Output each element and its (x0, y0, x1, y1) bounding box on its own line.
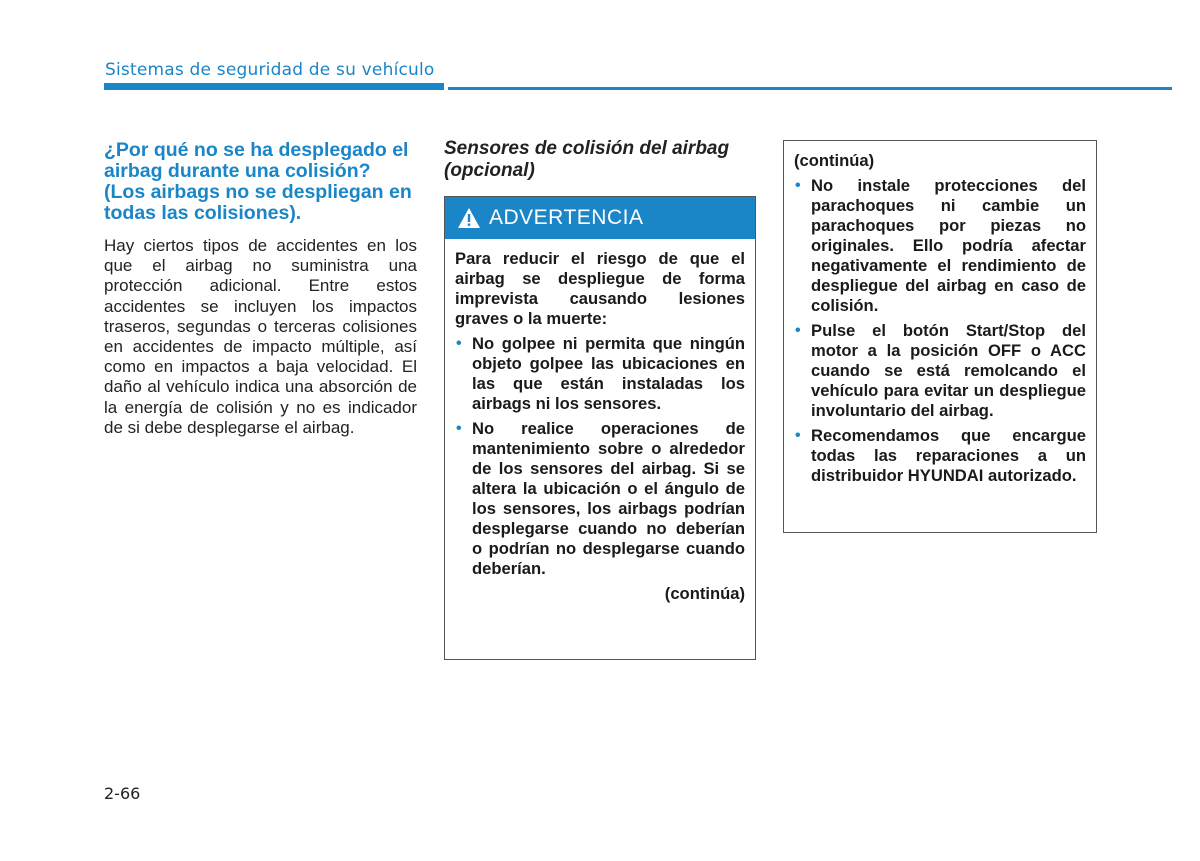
warning-triangle-icon (457, 207, 481, 229)
bullet-icon: • (456, 335, 462, 352)
bullet-icon: • (456, 420, 462, 437)
header-rule-thick (104, 83, 444, 90)
body-paragraph: Hay ciertos tipos de accidentes en los que el airbag no suministra una protección adicional. Entre estos accidentes se incluyen los impactos traseros, segundas o terceras colisiones en accidentes de impacto múltiple, así como en impactos a baja velocidad. El daño al vehículo indica una absorción de la energía de colisión y no es indicador de si debe desplegarse el airbag. (104, 236, 417, 437)
list-item (794, 321, 1086, 421)
continued-label: (continúa) (794, 151, 875, 170)
list-item (794, 426, 1086, 486)
subsection-heading: Sensores de colisión del airbag (opcional) (444, 138, 730, 181)
warning-intro: Para reducir el riesgo de que el airbag se despliegue de forma imprevista causando lesiones graves o la muerte: (455, 249, 745, 328)
list-item-text: No instale protecciones del parachoques ni cambie un parachoques por piezas no originales. Ello podría afectar negativamente el rendimiento de despliegue del airbag en caso de colisión. (811, 176, 1086, 315)
middle-column (444, 138, 756, 603)
section-header-title: Sistemas de seguridad de su vehículo (105, 60, 435, 80)
section-heading: ¿Por qué no se ha desplegado el airbag durante una colisión? (Los airbags no se despliegan en todas las colisiones). (104, 139, 412, 224)
continued-bullet-list (794, 176, 1086, 486)
bullet-icon: • (795, 177, 801, 194)
list-item (794, 176, 1086, 316)
list-item-text: No realice operaciones de mantenimiento sobre o alrededor de los sensores del airbag. Si se altera la ubicación o el ángulo de los sensores, los airbags podrían desplegarse cuando no deberían o podrían no desplegarse cuando deberían. (472, 419, 745, 578)
list-item-text: Pulse el botón Start/Stop del motor a la posición OFF o ACC cuando se está remolcando el vehículo para evitar un despliegue involuntario del airbag. (811, 321, 1086, 420)
page-number: 2-66 (104, 784, 141, 803)
continued-label: (continúa) (664, 584, 745, 603)
header-rule-thin (448, 87, 1172, 90)
warning-header (445, 197, 755, 239)
list-item-text: Recomendamos que encargue todas las reparaciones a un distribuidor HYUNDAI autorizado. (811, 426, 1086, 485)
continued-warning-box (783, 140, 1097, 533)
list-item (455, 334, 745, 414)
list-item (455, 419, 745, 579)
left-column (104, 140, 417, 438)
warning-bullet-list (455, 334, 745, 579)
warning-content (445, 239, 755, 604)
warning-box (444, 196, 756, 660)
list-item-text: No golpee ni permita que ningún objeto golpee las ubicaciones en las que están instaladas los airbags ni los sensores. (472, 334, 745, 413)
bullet-icon: • (795, 427, 801, 444)
bullet-icon: • (795, 322, 801, 339)
warning-title: ADVERTENCIA (489, 206, 644, 229)
